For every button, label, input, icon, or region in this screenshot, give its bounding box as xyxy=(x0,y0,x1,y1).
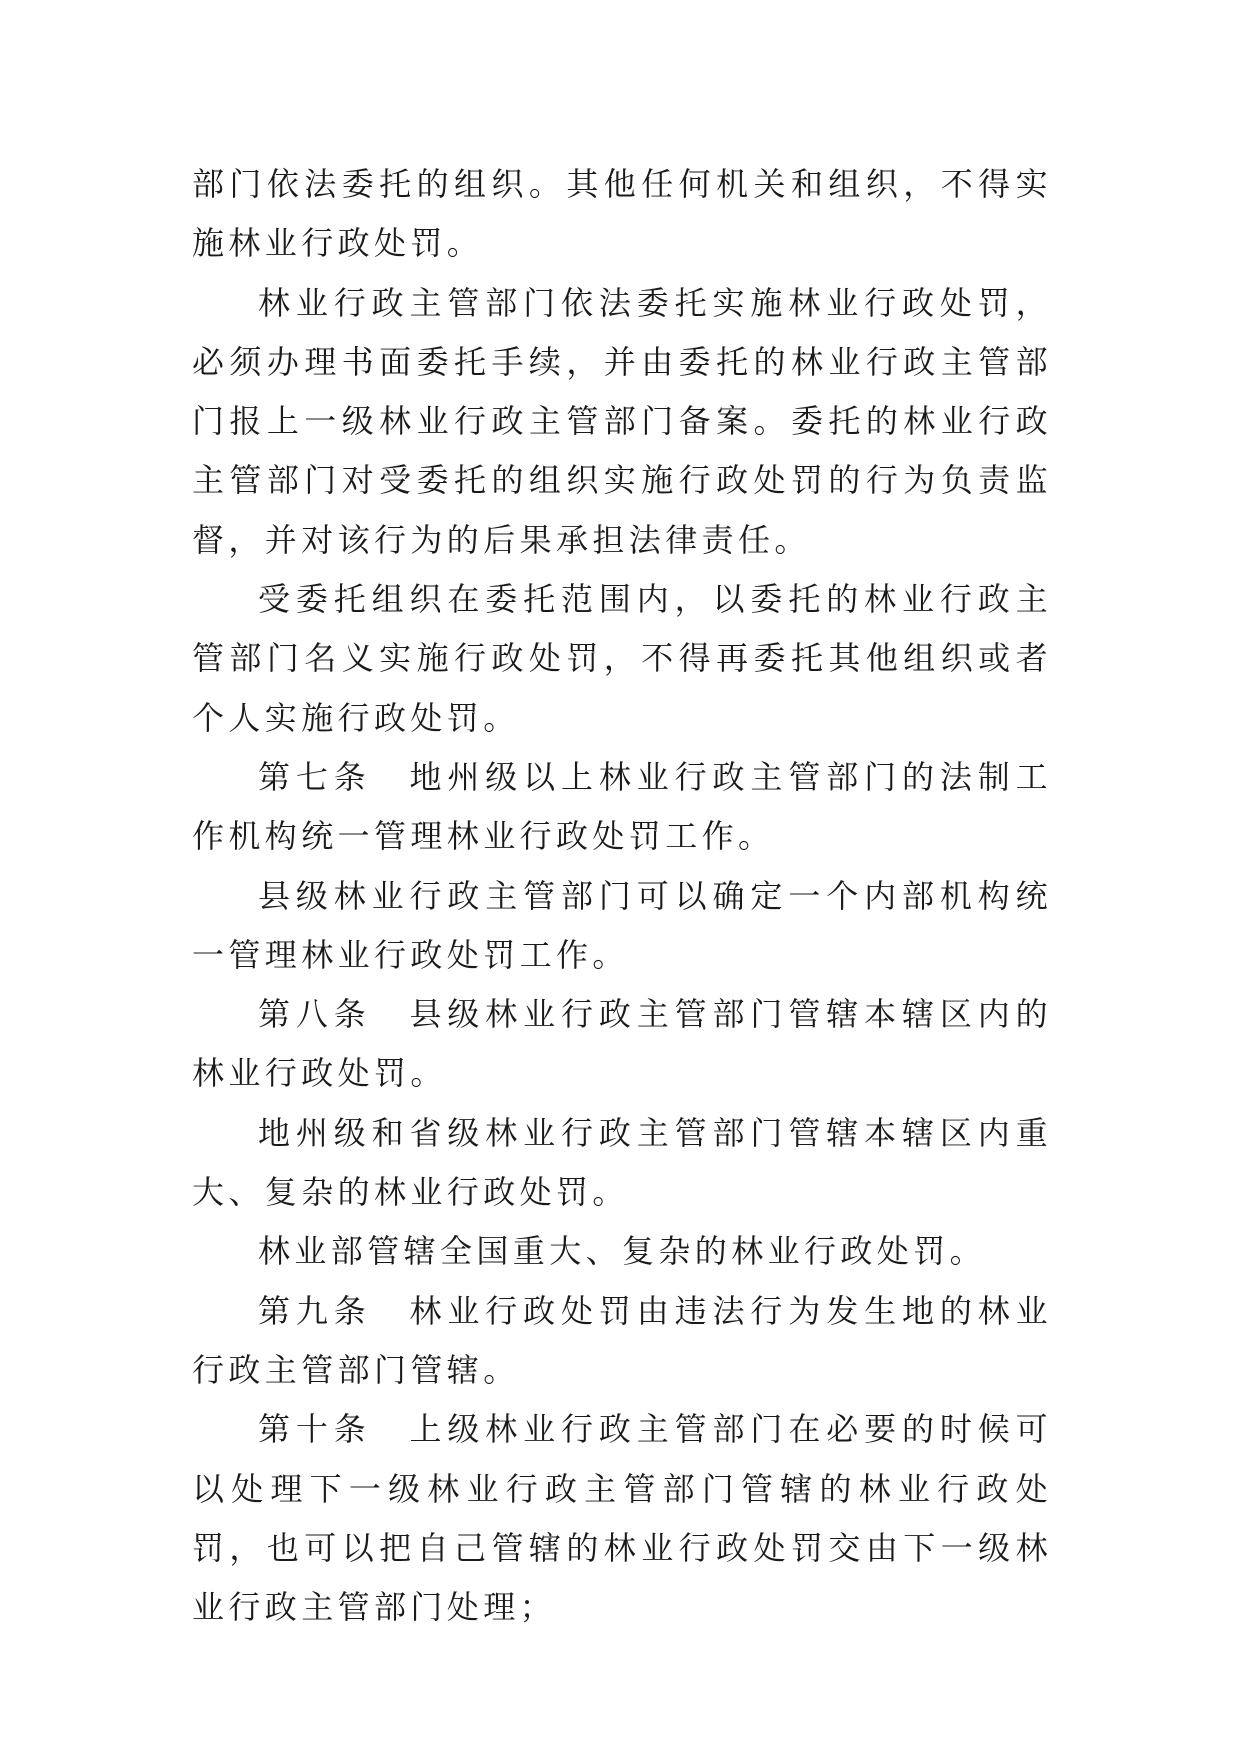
paragraph-article-9: 第九条 林业行政处罚由违法行为发生地的林业行政主管部门管辖。 xyxy=(192,1291,1052,1389)
paragraph-5: 县级林业行政主管部门可以确定一个内部机构统一管理林业行政处罚工作。 xyxy=(192,876,1052,974)
paragraph-3: 受委托组织在委托范围内，以委托的林业行政主管部门名义实施行政处罚，不得再委托其他组织或者个人实施行政处罚。 xyxy=(192,580,1052,737)
paragraph-article-7: 第七条 地州级以上林业行政主管部门的法制工作机构统一管理林业行政处罚工作。 xyxy=(192,757,1052,856)
document-body xyxy=(192,155,1052,1637)
paragraph-article-8: 第八条 县级林业行政主管部门管辖本辖区内的林业行政处罚。 xyxy=(192,995,1052,1093)
paragraph-2: 林业行政主管部门依法委托实施林业行政处罚，必须办理书面委托手续，并由委托的林业行政主管部门报上一级林业行政主管部门备案。委托的林业行政主管部门对受委托的组织实施行政处罚的行为负责监督，并对该行为的后果承担法律责任。 xyxy=(192,283,1052,559)
paragraph-7: 地州级和省级林业行政主管部门管辖本辖区内重大、复杂的林业行政处罚。 xyxy=(192,1113,1052,1212)
paragraph-8: 林业部管辖全国重大、复杂的林业行政处罚。 xyxy=(258,1232,987,1271)
paragraph-article-10: 第十条 上级林业行政主管部门在必要的时候可以处理下一级林业行政主管部门管辖的林业行政处罚，也可以把自己管辖的林业行政处罚交由下一级林业行政主管部门处理； xyxy=(192,1410,1052,1627)
paragraph-1: 部门依法委托的组织。其他任何机关和组织，不得实施林业行政处罚。 xyxy=(192,165,1052,263)
